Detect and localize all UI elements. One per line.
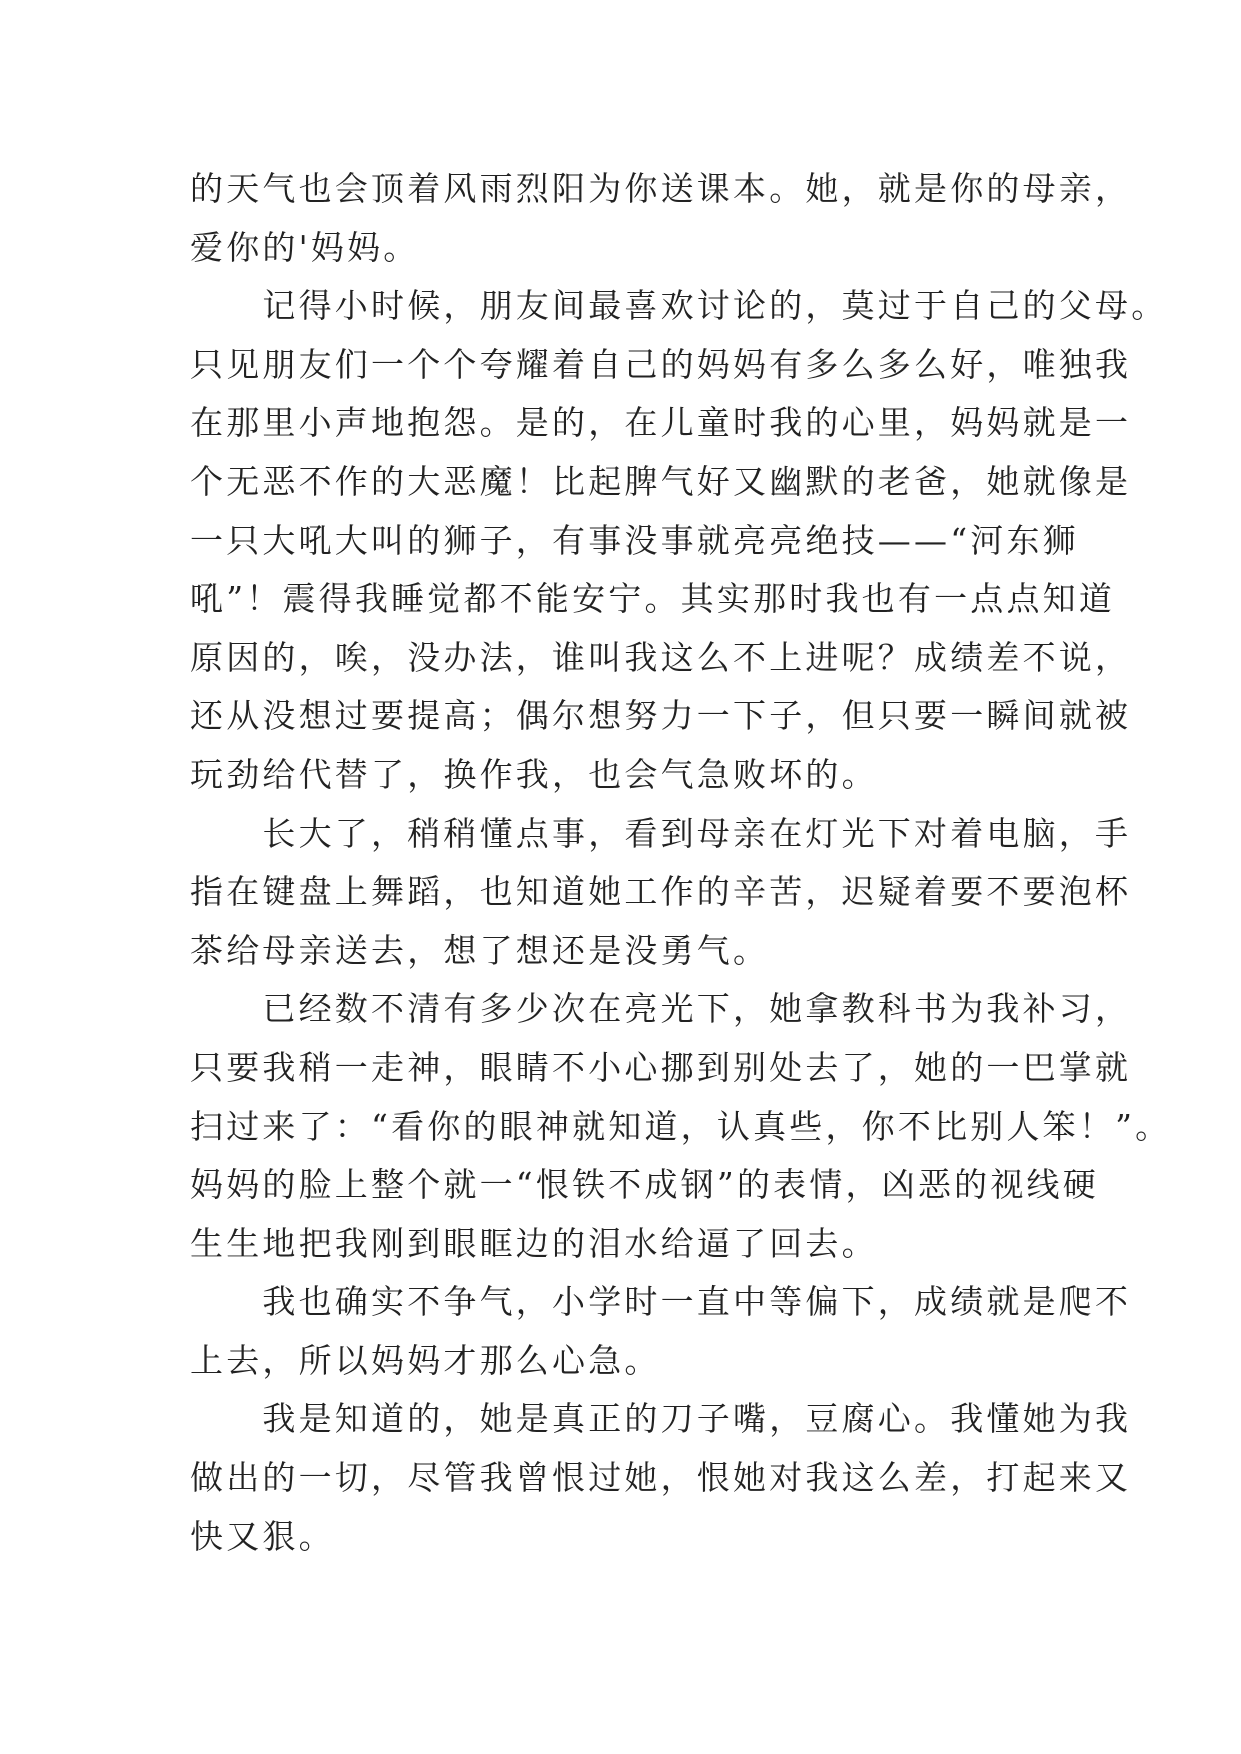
text-line: 的天气也会顶着风雨烈阳为你送课本。她，就是你的母亲，: [190, 169, 1132, 208]
text-line: 吼”！震得我睡觉都不能安宁。其实那时我也有一点点知道: [190, 579, 1116, 619]
text-line: 原因的，唉，没办法，谁叫我这么不上进呢？成绩差不说，: [190, 637, 1132, 677]
text-line: 妈妈的脸上整个就一“恨铁不成钢”的表情，凶恶的视线硬: [190, 1165, 1099, 1205]
text-line: 指在键盘上舞蹈，也知道她工作的辛苦，迟疑着要不要泡杯: [190, 872, 1132, 912]
paragraph-6: [190, 1390, 1132, 1566]
text-line: 只要我稍一走神，眼睛不小心挪到别处去了，她的一巴掌就: [190, 1047, 1132, 1087]
text-line: 爱你的'妈妈。: [190, 227, 420, 267]
text-line: 快又狠。: [190, 1516, 335, 1556]
text-line: 长大了，稍稍懂点事，看到母亲在灯光下对着电脑，手: [190, 813, 1132, 853]
text-line: 还从没想过要提高；偶尔想努力一下子，但只要一瞬间就被: [190, 696, 1132, 736]
text-line: 记得小时候，朋友间最喜欢讨论的，莫过于自己的父母。: [190, 286, 1168, 326]
text-line: 一只大吼大叫的狮子，有事没事就亮亮绝技——“河东狮: [190, 520, 1079, 560]
text-line: 茶给母亲送去，想了想还是没勇气。: [190, 930, 770, 970]
document-body: [190, 160, 1172, 1566]
text-line: 玩劲给代替了，换作我，也会气急败坏的。: [190, 754, 878, 794]
text-line: 我也确实不争气，小学时一直中等偏下，成绩就是爬不: [190, 1282, 1132, 1322]
text-line: 上去，所以妈妈才那么心急。: [190, 1340, 661, 1380]
paragraph-1: [190, 160, 1132, 277]
text-line: 只见朋友们一个个夸耀着自己的妈妈有多么多么好，唯独我: [190, 344, 1132, 384]
text-line: 扫过来了：“看你的眼神就知道，认真些，你不比别人笨！”。: [190, 1106, 1172, 1146]
paragraph-4: [190, 980, 1172, 1273]
text-line: 我是知道的，她是真正的刀子嘴，豆腐心。我懂她为我: [190, 1399, 1132, 1439]
text-line: 个无恶不作的大恶魔！比起脾气好又幽默的老爸，她就像是: [190, 461, 1132, 501]
text-line: 在那里小声地抱怨。是的，在儿童时我的心里，妈妈就是一: [190, 403, 1132, 443]
paragraph-3: [190, 805, 1132, 981]
text-line: 做出的一切，尽管我曾恨过她，恨她对我这么差，打起来又: [190, 1458, 1132, 1498]
paragraph-2: [190, 277, 1168, 804]
text-line: 已经数不清有多少次在亮光下，她拿教科书为我补习，: [190, 989, 1132, 1029]
paragraph-5: [190, 1273, 1132, 1390]
text-line: 生生地把我刚到眼眶边的泪水给逼了回去。: [190, 1223, 878, 1263]
